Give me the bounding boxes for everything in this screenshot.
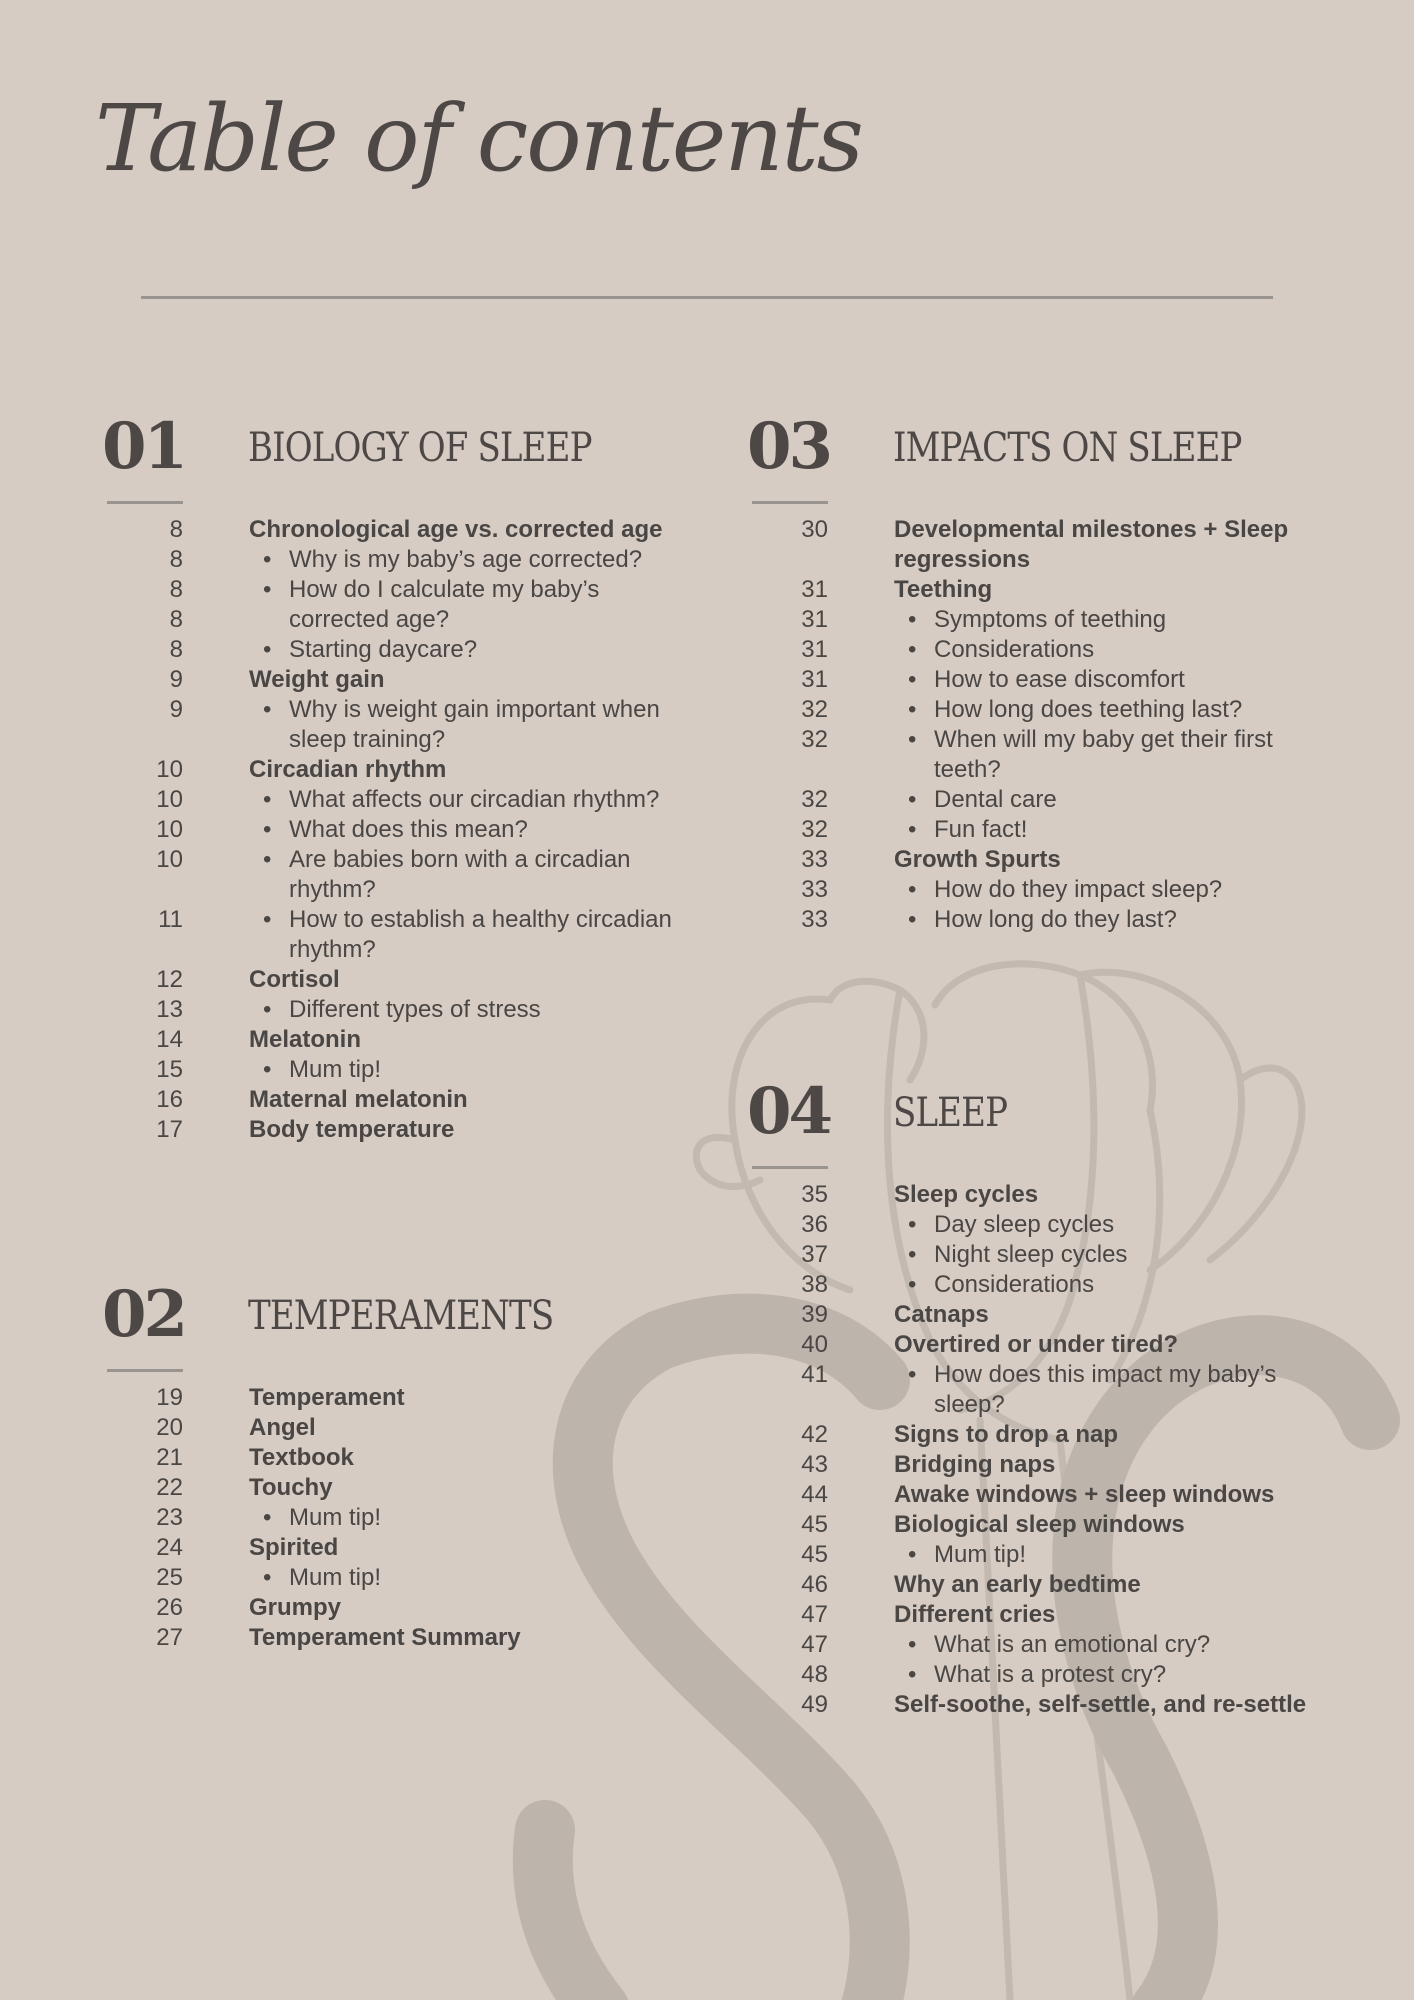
toc-subitem: • Mum tip!: [289, 1503, 694, 1533]
page-number: 24: [156, 1534, 183, 1561]
page-number: 10: [156, 756, 183, 783]
toc-heading: Teething: [894, 576, 993, 603]
toc-subitem: • Starting daycare?: [289, 635, 694, 665]
page-number: 12: [156, 966, 183, 993]
page-number: 33: [801, 906, 828, 933]
toc-subitem: • Day sleep cycles: [934, 1210, 1324, 1240]
section-number: 04: [746, 1074, 830, 1149]
toc-heading: Grumpy: [249, 1594, 342, 1621]
section-title: SLEEP: [893, 1090, 1008, 1136]
page-number: 16: [156, 1086, 183, 1113]
toc-subitem: • Different types of stress: [289, 995, 694, 1025]
entry-list: [645, 515, 1324, 935]
toc-entry: [0, 845, 694, 905]
page-number: 47: [801, 1631, 828, 1658]
page-number: 31: [801, 636, 828, 663]
page-number: 14: [156, 1026, 183, 1053]
section-title: IMPACTS ON SLEEP: [893, 425, 1242, 471]
toc-subitem: • Dental care: [934, 785, 1324, 815]
page-number: 10: [156, 786, 183, 813]
title-divider: [141, 296, 1273, 299]
toc-heading: Signs to drop a nap: [894, 1421, 1119, 1448]
toc-entry: [645, 1510, 1324, 1540]
toc-subitem: • What is a protest cry?: [934, 1660, 1324, 1690]
toc-subitem: • Mum tip!: [289, 1055, 694, 1085]
toc-subitem: • Considerations: [934, 1270, 1324, 1300]
toc-entry: [645, 1270, 1324, 1300]
page-number: 39: [801, 1301, 828, 1328]
toc-entry: [0, 995, 694, 1025]
page-number: 42: [801, 1421, 828, 1448]
section-number: 03: [746, 409, 830, 484]
page-number: 38: [801, 1271, 828, 1298]
toc-heading: Touchy: [249, 1474, 333, 1501]
toc-entry: [645, 605, 1324, 635]
toc-subitem: • How to ease discomfort: [934, 665, 1324, 695]
toc-entry: [645, 1240, 1324, 1270]
page-number: 8: [169, 516, 183, 543]
toc-entry: [0, 1115, 694, 1145]
toc-subitem: • What is an emotional cry?: [934, 1630, 1324, 1660]
toc-subitem: • Mum tip!: [934, 1540, 1324, 1570]
toc-heading: Self-soothe, self-settle, and re-settle: [894, 1691, 1307, 1718]
toc-entry: [645, 575, 1324, 605]
page-number: 25: [156, 1564, 183, 1591]
toc-entry: [0, 575, 694, 635]
toc-entry: [0, 515, 694, 545]
toc-subitem: • How do I calculate my baby’s corrected age?: [289, 575, 694, 635]
toc-subitem: • How long do they last?: [934, 905, 1324, 935]
toc-subitem: • How does this impact my baby’s sleep?: [934, 1360, 1324, 1420]
page-number: 27: [156, 1624, 183, 1651]
section-divider: [107, 1369, 183, 1372]
page-number: 31: [801, 606, 828, 633]
toc-subitem: • When will my baby get their first teeth?: [934, 725, 1324, 785]
page-number: 33: [801, 846, 828, 873]
toc-entry: [0, 1055, 694, 1085]
page-number: 41: [801, 1361, 828, 1388]
section-number: 01: [101, 409, 185, 484]
toc-entry: [645, 1420, 1324, 1450]
toc-entry: [645, 1360, 1324, 1420]
toc-entry: [645, 785, 1324, 815]
page-number: 48: [801, 1661, 828, 1688]
toc-entry: [645, 695, 1324, 725]
toc-entry: [645, 815, 1324, 845]
toc-heading: Maternal melatonin: [249, 1086, 468, 1113]
toc-entry: [645, 1690, 1324, 1720]
toc-entry: [0, 635, 694, 665]
toc-subitem: • Fun fact!: [934, 815, 1324, 845]
page-number: 31: [801, 576, 828, 603]
toc-heading: Why an early bedtime: [894, 1571, 1141, 1598]
toc-heading: Textbook: [249, 1444, 354, 1471]
toc-subitem: • Why is my baby’s age corrected?: [289, 545, 694, 575]
toc-entry: [645, 1540, 1324, 1570]
page-number: 49: [801, 1691, 828, 1718]
toc-heading: Overtired or under tired?: [894, 1331, 1179, 1358]
page-number: 47: [801, 1601, 828, 1628]
page-number: 11: [158, 906, 183, 933]
toc-entry: [0, 1473, 694, 1503]
toc-heading: Different cries: [894, 1601, 1056, 1628]
page-number: 10: [156, 816, 183, 843]
toc-entry: [0, 1413, 694, 1443]
toc-entry: [645, 1630, 1324, 1660]
toc-entry: [645, 1330, 1324, 1360]
toc-entry: [645, 635, 1324, 665]
page-number: 19: [156, 1384, 183, 1411]
toc-entry: [645, 905, 1324, 935]
toc-entry: [0, 545, 694, 575]
toc-subitem: • How long does teething last?: [934, 695, 1324, 725]
toc-entry: [0, 1503, 694, 1533]
page-number: 46: [801, 1571, 828, 1598]
toc-entry: [645, 1450, 1324, 1480]
page-number: 32: [801, 786, 828, 813]
toc-entry: [0, 785, 694, 815]
toc-heading: Temperament Summary: [249, 1624, 521, 1651]
section-divider: [752, 501, 828, 504]
page-title: Table of contents: [95, 85, 862, 192]
entry-list: [0, 515, 694, 1145]
page-number: 9: [169, 666, 183, 693]
toc-subitem: • Why is weight gain important when sleep training?: [289, 695, 694, 755]
toc-entry: [0, 905, 694, 965]
page-number: 35: [801, 1181, 828, 1208]
toc-entry: [0, 755, 694, 785]
page-number: 37: [801, 1241, 828, 1268]
toc-heading: Developmental milestones + Sleep regressions: [894, 516, 1289, 573]
toc-subitem: • Mum tip!: [289, 1563, 694, 1593]
toc-subitem: • Symptoms of teething: [934, 605, 1324, 635]
page-number: 8 8: [169, 576, 183, 633]
page-number: 8: [169, 546, 183, 573]
page-number: 9: [169, 696, 183, 723]
section-title: TEMPERAMENTS: [248, 1293, 554, 1339]
toc-heading: Temperament: [249, 1384, 405, 1411]
entry-list: [0, 1383, 694, 1653]
page-number: 33: [801, 876, 828, 903]
toc-entry: [645, 515, 1324, 575]
page-number: 22: [156, 1474, 183, 1501]
toc-heading: Awake windows + sleep windows: [894, 1481, 1275, 1508]
toc-heading: Circadian rhythm: [249, 756, 447, 783]
toc-entry: [0, 1563, 694, 1593]
toc-heading: Catnaps: [894, 1301, 989, 1328]
toc-heading: Weight gain: [249, 666, 385, 693]
page-number: 45: [801, 1511, 828, 1538]
toc-entry: [645, 1660, 1324, 1690]
toc-entry: [645, 1210, 1324, 1240]
page-number: 30: [801, 516, 828, 543]
page-number: 36: [801, 1211, 828, 1238]
toc-entry: [0, 1533, 694, 1563]
page-number: 20: [156, 1414, 183, 1441]
page-number: 43: [801, 1451, 828, 1478]
toc-entry: [645, 665, 1324, 695]
toc-subitem: • What affects our circadian rhythm?: [289, 785, 694, 815]
toc-subitem: • Are babies born with a circadian rhythm?: [289, 845, 694, 905]
toc-entry: [645, 1600, 1324, 1630]
toc-heading: Biological sleep windows: [894, 1511, 1185, 1538]
toc-heading: Bridging naps: [894, 1451, 1056, 1478]
section-title: BIOLOGY OF SLEEP: [248, 425, 592, 471]
toc-heading: Growth Spurts: [894, 846, 1061, 873]
page-number: 45: [801, 1541, 828, 1568]
toc-heading: Cortisol: [249, 966, 340, 993]
toc-subitem: • Night sleep cycles: [934, 1240, 1324, 1270]
toc-entry: [0, 665, 694, 695]
toc-entry: [0, 1593, 694, 1623]
toc-entry: [0, 1443, 694, 1473]
page-number: 26: [156, 1594, 183, 1621]
page-number: 13: [156, 996, 183, 1023]
toc-heading: Spirited: [249, 1534, 339, 1561]
page-number: 17: [156, 1116, 183, 1143]
page-number: 21: [156, 1444, 183, 1471]
page-number: 32: [801, 726, 828, 753]
toc-entry: [645, 845, 1324, 875]
page-number: 15: [156, 1056, 183, 1083]
page-number: 40: [801, 1331, 828, 1358]
toc-heading: Angel: [249, 1414, 316, 1441]
toc-entry: [645, 725, 1324, 785]
toc-entry: [0, 1025, 694, 1055]
page-number: 32: [801, 696, 828, 723]
toc-heading: Body temperature: [249, 1116, 455, 1143]
toc-entry: [0, 1383, 694, 1413]
section-number: 02: [101, 1277, 185, 1352]
page-number: 8: [169, 636, 183, 663]
toc-heading: Melatonin: [249, 1026, 361, 1053]
toc-subitem: • How do they impact sleep?: [934, 875, 1324, 905]
page-number: 10: [156, 846, 183, 873]
toc-entry: [0, 965, 694, 995]
toc-entry: [0, 695, 694, 755]
toc-subitem: • Considerations: [934, 635, 1324, 665]
toc-heading: Chronological age vs. corrected age: [249, 516, 663, 543]
toc-entry: [645, 1180, 1324, 1210]
toc-subitem: • What does this mean?: [289, 815, 694, 845]
section-divider: [752, 1166, 828, 1169]
toc-entry: [645, 875, 1324, 905]
page-number: 23: [156, 1504, 183, 1531]
page-number: 32: [801, 816, 828, 843]
toc-entry: [0, 1623, 694, 1653]
page-number: 44: [801, 1481, 828, 1508]
toc-subitem: • How to establish a healthy circadian rhythm?: [289, 905, 694, 965]
toc-entry: [645, 1480, 1324, 1510]
section-divider: [107, 501, 183, 504]
toc-heading: Sleep cycles: [894, 1181, 1039, 1208]
toc-entry: [645, 1300, 1324, 1330]
entry-list: [645, 1180, 1324, 1720]
page-number: 31: [801, 666, 828, 693]
toc-entry: [0, 815, 694, 845]
toc-entry: [645, 1570, 1324, 1600]
toc-entry: [0, 1085, 694, 1115]
